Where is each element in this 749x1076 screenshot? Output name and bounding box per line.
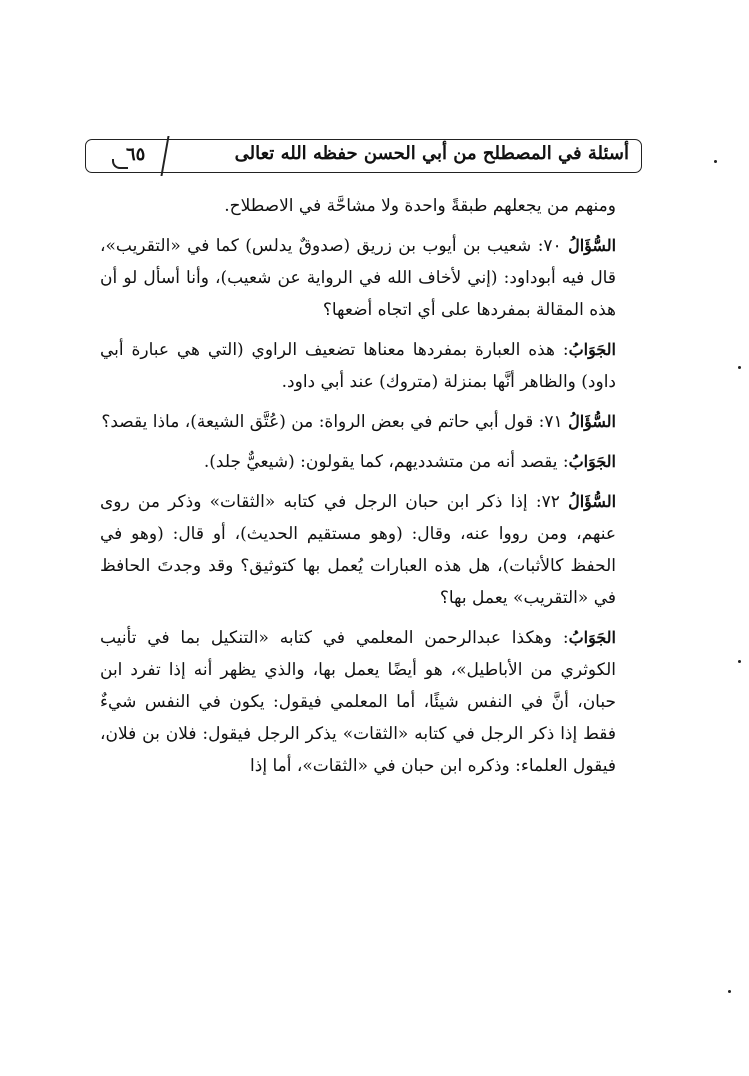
question-text: إذا ذكر ابن حبان الرجل في كتابه «الثقات» وذكر من روى عنهم، ومن رووا عنه، وقال: (وهو مستقيم الحديث)، أو قال: (وهو في الحفظ كالأثبات)، هل هذه العبارات يُعمل بها كتوثيق؟ وقد وجدتَ الحافظ في «التقريب» يعمل بها؟ <box>100 492 616 608</box>
question-72 <box>100 486 616 614</box>
header-divider <box>160 136 169 176</box>
answer-text: هذه العبارة بمفردها معناها تضعيف الراوي (التي هي عبارة أبي داود) والظاهر أنَّها بمنزلة (متروك) عند أبي داود. <box>100 340 616 392</box>
question-number: ٧٢: <box>535 492 560 512</box>
question-70 <box>100 230 616 326</box>
answer-label: الجَوَابُ <box>568 628 616 647</box>
scan-speck <box>728 990 731 993</box>
page-number: ٦٥ <box>126 144 146 165</box>
answer-text: وهكذا عبدالرحمن المعلمي في كتابه «التنكيل بما في تأنيب الكوثري من الأباطيل»، هو أيضًا يعمل بها، والذي يظهر أنه إذا تفرد ابن حبان، أنَّ في النفس شيئًا، أما المعلمي فيقول: يكون في النفس شيءٌ فقط إذا ذكر الرجل في كتابه «الثقات» يذكر الرجل فيقول: فلان بن فلان، فيقول العلماء: وذكره ابن حبان في «الثقات»، أما إذا <box>100 628 616 776</box>
header-title: أسئلة في المصطلح من أبي الحسن حفظه الله تعالى <box>234 143 629 164</box>
question-number: ٧٠: <box>537 236 562 256</box>
paragraph-text: ومنهم من يجعلهم طبقةً واحدة ولا مشاحَّة في الاصطلاح. <box>224 196 616 216</box>
question-number: ٧١: <box>538 412 563 432</box>
question-label: السُّؤَالُ <box>568 492 617 511</box>
page-body <box>100 190 616 790</box>
answer-70: الجَوَابُ: هذه العبارة بمفردها معناها تضعيف الراوي (التي هي عبارة أبي داود) والظاهر أنَّها بمنزلة (متروك) عند أبي داود. <box>100 340 616 392</box>
answer-label: الجَوَابُ <box>568 340 616 359</box>
question-71 <box>100 406 616 438</box>
question-label: السُّؤَالُ <box>568 412 616 431</box>
question-text: قول أبي حاتم في بعض الرواة: من (عُتَّق الشيعة)، ماذا يقصد؟ <box>101 412 534 432</box>
scan-speck <box>738 660 741 663</box>
scan-speck <box>714 160 717 163</box>
answer-label: الجَوَابُ <box>568 452 616 471</box>
scan-speck <box>738 366 741 369</box>
question-text: شعيب بن أيوب بن زريق (صدوقٌ يدلس) كما في «التقريب»، قال فيه أبوداود: (إني لأخاف الله في الرواية عن شعيب)، وأنا أسأل لو أن هذه المقالة بمفردها على أي اتجاه أضعها؟ <box>100 236 616 320</box>
question-label: السُّؤَالُ <box>568 236 617 255</box>
answer-71: الجَوَابُ: يقصد أنه من متشدديهم، كما يقولون: (شيعيٌّ جلد). <box>203 452 616 472</box>
page-number-ornament <box>112 159 128 169</box>
running-header <box>85 139 642 173</box>
paragraph <box>100 190 616 222</box>
answer-text: يقصد أنه من متشدديهم، كما يقولون: (شيعيٌّ جلد). <box>203 452 558 472</box>
answer-72: الجَوَابُ: وهكذا عبدالرحمن المعلمي في كتابه «التنكيل بما في تأنيب الكوثري من الأباطيل»، هو أيضًا يعمل بها، والذي يظهر أنه إذا تفرد ابن حبان، أنَّ في النفس شيئًا، أما المعلمي فيقول: يكون في النفس شيءٌ فقط إذا ذكر الرجل في كتابه «الثقات» يذكر الرجل فيقول: فلان بن فلان، فيقول العلماء: وذكره ابن حبان في «الثقات»، أما إذا <box>100 628 616 776</box>
